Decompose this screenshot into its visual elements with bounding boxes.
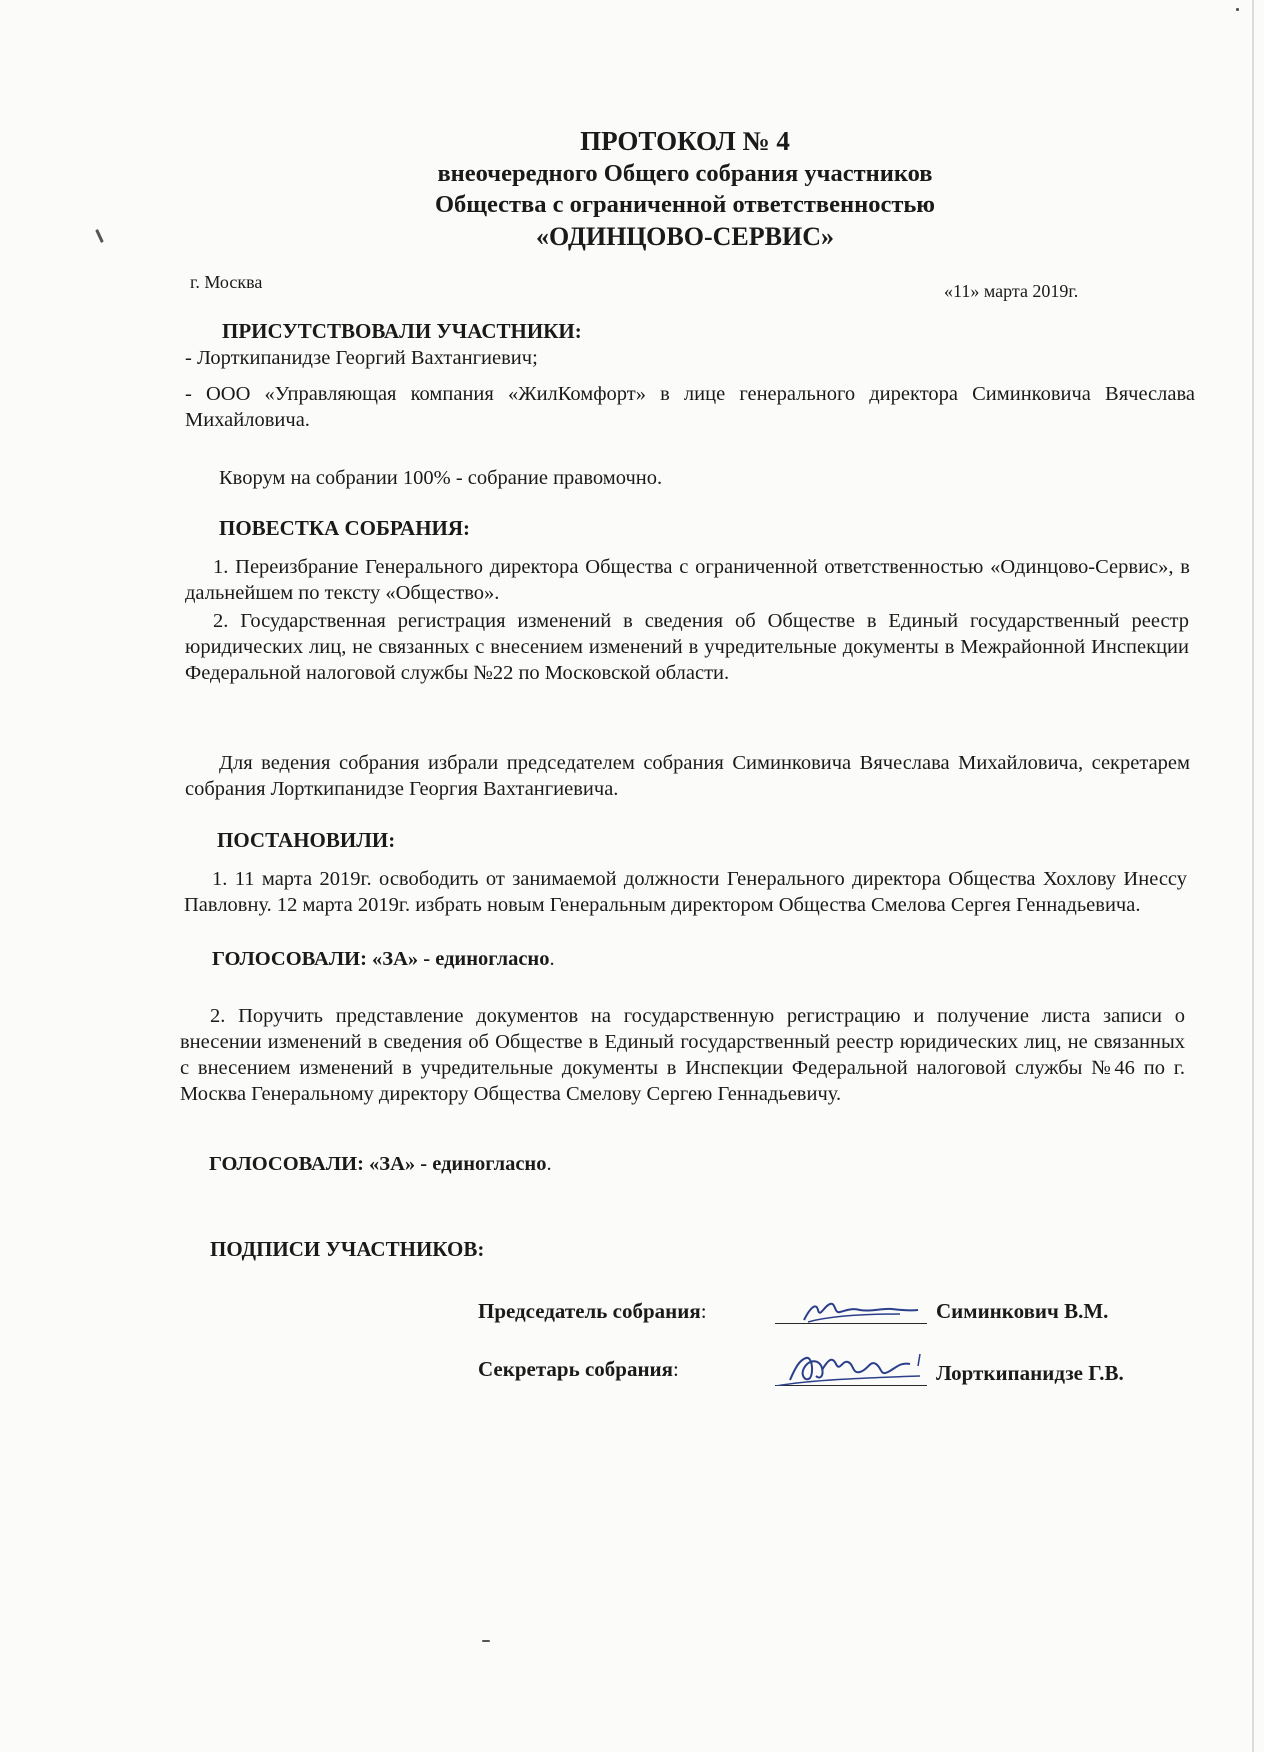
title-line-3: Общества с ограниченной ответственностью bbox=[434, 191, 936, 218]
agenda-item-2: 2. Государственная регистрация изменений в сведения об Обществе в Единый государственный реестр юридических лиц, не связанных с внесением изменений в учредительные документы в Межрайонной Инспекции Федеральной налоговой службы №22 по Московской области. bbox=[185, 610, 1189, 684]
secretary-signature-icon bbox=[770, 1346, 950, 1386]
resolved-item-1: 1. 11 марта 2019г. освободить от занимаемой должности Генерального директора Общества Хохлову Инессу Павловну. 12 марта 2019г. избрать новым Генеральным директором Общества Смелова Сергея Геннадьевича. bbox=[184, 868, 1187, 916]
scan-speck bbox=[1236, 8, 1239, 11]
scan-speck bbox=[482, 1640, 490, 1642]
secretary-name: Лорткипанидзе Г.В. bbox=[936, 1361, 1124, 1385]
city: г. Москва bbox=[190, 272, 263, 292]
present-item-2: - ООО «Управляющая компания «ЖилКомфорт» в лице генерального директора Симинковича Вячеслава Михайловича. bbox=[185, 383, 1195, 431]
quorum-text: Кворум на собрании 100% - собрание правомочно. bbox=[219, 467, 663, 489]
chair-signature-icon bbox=[800, 1298, 920, 1328]
present-item-1: - Лорткипанидзе Георгий Вахтангиевич; bbox=[185, 347, 538, 369]
signatures-heading: ПОДПИСИ УЧАСТНИКОВ: bbox=[210, 1237, 485, 1261]
chair-label: Председатель собрания: bbox=[478, 1299, 707, 1323]
title-line-1: ПРОТОКОЛ № 4 bbox=[580, 126, 790, 156]
page-edge bbox=[1252, 0, 1254, 1752]
scan-speck bbox=[95, 229, 104, 243]
vote-2-label: ГОЛОСОВАЛИ: «ЗА» - единогласно bbox=[209, 1153, 547, 1175]
chair-signature-row bbox=[0, 1298, 1264, 1328]
agenda-heading: ПОВЕСТКА СОБРАНИЯ: bbox=[219, 516, 471, 540]
vote-2-dot: . bbox=[546, 1153, 552, 1175]
document-title bbox=[180, 124, 1190, 253]
vote-1 bbox=[212, 946, 555, 972]
secretary-signature-row bbox=[0, 1356, 1264, 1390]
secretary-label: Секретарь собрания: bbox=[478, 1357, 679, 1381]
resolved-item-2: 2. Поручить представление документов на государственную регистрацию и получение листа записи о внесении изменений в сведения об Обществе в Единый государственный реестр юридических лиц, не связанных с внесением изменений в учредительные документы в Инспекции Федеральной налоговой службы №46 по г. Москва Генеральному директору Общества Смелову Сергею Геннадьевичу. bbox=[180, 1005, 1185, 1105]
vote-2 bbox=[209, 1151, 552, 1177]
present-heading: ПРИСУТСТВОВАЛИ УЧАСТНИКИ: bbox=[222, 319, 582, 343]
chair-name: Симинкович В.М. bbox=[936, 1299, 1109, 1323]
vote-1-label: ГОЛОСОВАЛИ: «ЗА» - единогласно bbox=[212, 948, 550, 970]
date: «11» марта 2019г. bbox=[944, 281, 1079, 301]
vote-1-dot: . bbox=[549, 948, 555, 970]
resolved-heading: ПОСТАНОВИЛИ: bbox=[217, 828, 396, 852]
chair-election-text: Для ведения собрания избрали председателем собрания Симинковича Вячеслава Михайловича, секретарем собрания Лорткипанидзе Георгия Вахтангиевича. bbox=[185, 752, 1190, 800]
agenda-item-1: 1. Переизбрание Генерального директора Общества с ограниченной ответственностью «Одинцово-Сервис», в дальнейшем по тексту «Общество». bbox=[185, 556, 1190, 604]
title-line-2: внеочередного Общего собрания участников bbox=[437, 160, 933, 187]
title-line-4: «ОДИНЦОВО-СЕРВИС» bbox=[536, 222, 834, 251]
